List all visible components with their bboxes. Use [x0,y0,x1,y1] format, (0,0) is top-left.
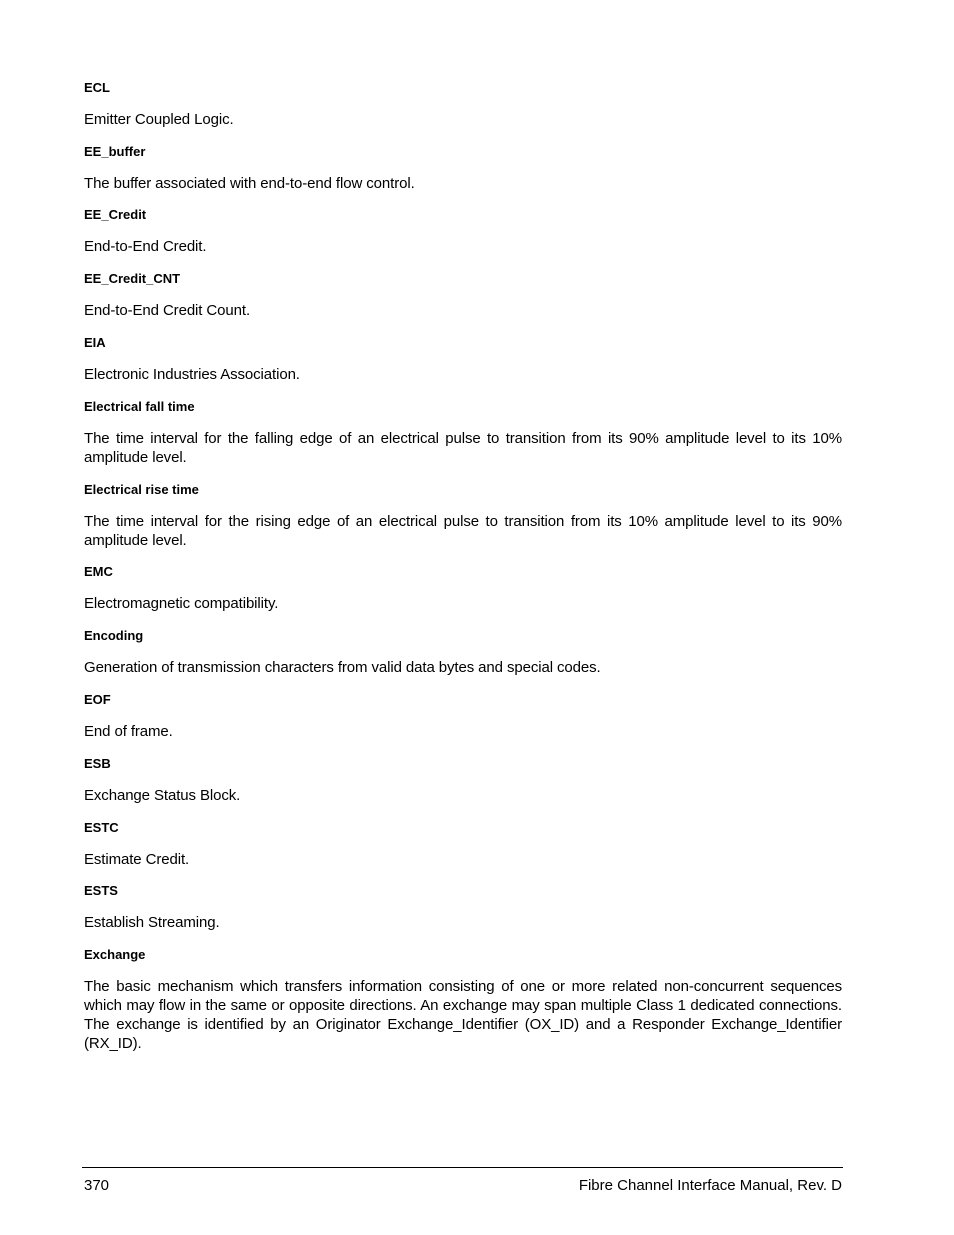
glossary-entry-esb [84,756,842,805]
glossary-term: ECL [84,80,110,95]
glossary-definition: The time interval for the falling edge of an electrical pulse to transition from its 90% amplitude level to its 10% amplitude level. [84,430,842,466]
page-number: 370 [84,1177,110,1194]
glossary-definition: Electromagnetic compatibility. [84,595,279,612]
glossary-definition: Exchange Status Block. [84,787,241,804]
glossary-term: EOF [84,692,111,707]
glossary-entry-estc [84,820,842,869]
glossary-entry-ee-credit-cnt [84,271,842,320]
glossary-entry-ee-credit [84,207,842,256]
glossary-definition: The time interval for the rising edge of an electrical pulse to transition from its 10% amplitude level to its 90% amplitude level. [84,513,842,549]
page-footer [82,1167,843,1198]
glossary-entry-ee-buffer [84,144,842,193]
glossary-term: ESTC [84,820,119,835]
glossary-term: EMC [84,564,113,579]
glossary-definition: Estimate Credit. [84,851,190,868]
glossary-entry-ests [84,883,842,932]
glossary-definition: Electronic Industries Association. [84,366,300,383]
glossary-definition: Emitter Coupled Logic. [84,111,234,128]
glossary-term: EE_buffer [84,144,146,159]
glossary-entry-encoding [84,628,842,677]
glossary-term: EIA [84,335,106,350]
glossary-entry-electrical-rise-time [84,482,842,550]
glossary-definition: The buffer associated with end-to-end flow control. [84,175,415,192]
glossary-definition: End-to-End Credit. [84,238,207,255]
glossary-definition: End of frame. [84,723,173,740]
document-title: Fibre Channel Interface Manual, Rev. D [578,1177,842,1194]
glossary-term: ESB [84,756,111,771]
glossary-entry-eia [84,335,842,384]
glossary-term: Electrical fall time [84,399,195,414]
glossary-term: EE_Credit [84,207,147,222]
glossary-term: Electrical rise time [84,482,199,497]
glossary-term: Exchange [84,947,146,962]
glossary-definition: Establish Streaming. [84,914,220,931]
glossary-term: Encoding [84,628,144,643]
glossary-entry-exchange [84,947,842,1053]
glossary-term: ESTS [84,883,118,898]
glossary-definition: End-to-End Credit Count. [84,302,251,319]
glossary-entry-eof [84,692,842,741]
glossary-term: EE_Credit_CNT [84,271,181,286]
glossary-definition: Generation of transmission characters from valid data bytes and special codes. [84,659,601,676]
glossary-entry-emc [84,564,842,613]
glossary-entry-electrical-fall-time [84,399,842,467]
glossary-definition: The basic mechanism which transfers information consisting of one or more related non-concurrent sequences which may flow in the same or opposite directions. An exchange may span multiple Class 1 dedicated connections. The exchange is identified by an Originator Exchange_Identifier (OX_ID) and a Responder Exchange_Identifier (RX_ID). [84,978,842,1052]
glossary-entry-ecl [84,80,842,129]
